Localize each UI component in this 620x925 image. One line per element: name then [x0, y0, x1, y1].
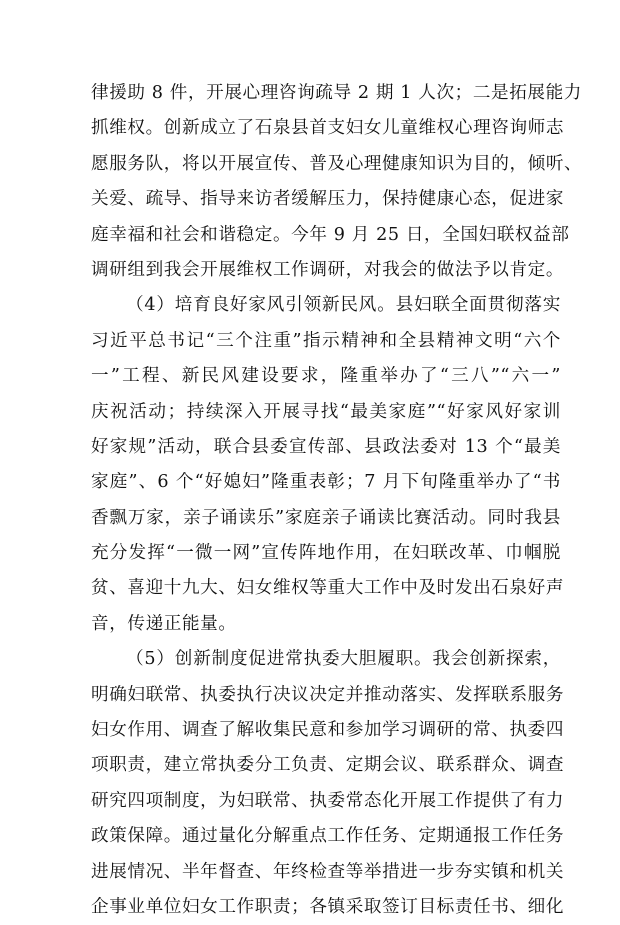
- text-line: 抓维权。创新成立了石泉县首支妇女儿童维权心理咨询师志: [91, 118, 565, 139]
- text-line: 关爱、疏导、指导来访者缓解压力，保持健康心态，促进家: [91, 189, 565, 210]
- text-line: 庭幸福和社会和谐稳定。今年 9 月 25 日，全国妇联权益部: [91, 224, 570, 245]
- text-line: 贫、喜迎十九大、妇女维权等重大工作中及时发出石泉好声: [91, 578, 565, 599]
- text-line: 家庭”、6 个“好媳妇”隆重表彰；7 月下旬隆重举办了“书: [91, 472, 561, 493]
- text-line: 一”工程、新民风建设要求，隆重举办了“三八”“六一”: [91, 366, 561, 387]
- text-line: 明确妇联常、执委执行决议决定并推动落实、发挥联系服务: [91, 684, 565, 705]
- paragraph-heading-line: （4）培育良好家风引领新民风。县妇联全面贯彻落实: [126, 295, 561, 316]
- body-text: [91, 76, 583, 925]
- text-line: 律援助 8 件，开展心理咨询疏导 2 期 1 人次；二是拓展能力: [91, 83, 582, 103]
- text-line: 好家规”活动，联合县委宣传部、县政法委对 13 个“最美: [91, 436, 561, 457]
- text-line: 进展情况、半年督查、年终检查等举措进一步夯实镇和机关: [91, 861, 565, 882]
- paragraph-end-line: 音，传递正能量。: [91, 613, 237, 634]
- text-line: 充分发挥“一微一网”宣传阵地作用，在妇联改革、巾帼脱: [91, 543, 561, 564]
- text-line: 习近平总书记“三个注重”指示精神和全县精神文明“六个: [91, 330, 561, 351]
- text-line: 项职责，建立常执委分工负责、定期会议、联系群众、调查: [91, 755, 565, 776]
- paragraph-end-line: 调研组到我会开展维权工作调研，对我会的做法予以肯定。: [91, 259, 565, 280]
- text-line: 香飘万家，亲子诵读乐”家庭亲子诵读比赛活动。同时我县: [91, 507, 561, 528]
- text-line: 庆祝活动；持续深入开展寻找“最美家庭”“好家风好家训: [91, 401, 561, 422]
- text-line: 愿服务队，将以开展宣传、普及心理健康知识为目的，倾听、: [91, 153, 583, 174]
- text-line: 研究四项制度，为妇联常、执委常态化开展工作提供了有力: [91, 790, 565, 811]
- text-line: 企事业单位妇女工作职责；各镇采取签订目标责任书、细化: [91, 896, 565, 917]
- paragraph-heading-line: （5）创新制度促进常执委大胆履职。我会创新探索，: [126, 649, 561, 670]
- text-line: 妇女作用、调查了解收集民意和参加学习调研的常、执委四: [91, 720, 565, 741]
- text-line: 政策保障。通过量化分解重点工作任务、定期通报工作任务: [91, 826, 565, 847]
